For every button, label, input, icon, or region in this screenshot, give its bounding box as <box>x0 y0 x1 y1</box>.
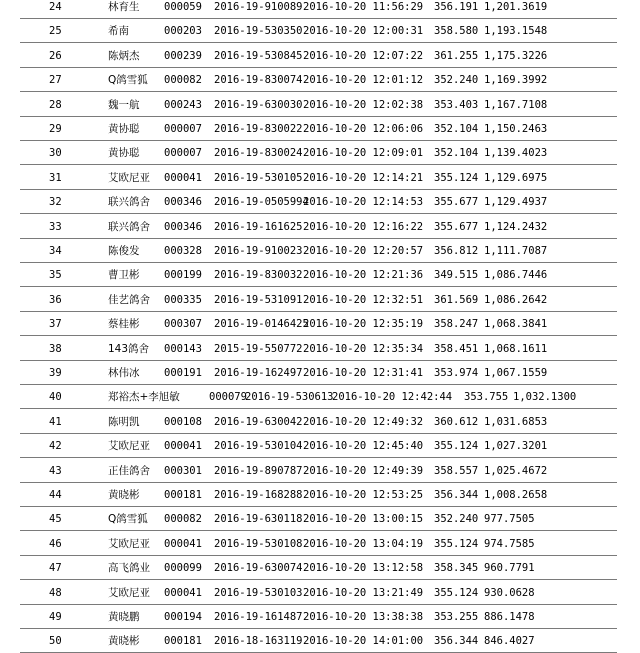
ring-number-cell: 2016-19-0146425 <box>214 318 309 331</box>
arrival-time-cell: 2016-10-20 13:38:38 <box>303 611 424 623</box>
score-cell: 977.7505 <box>484 513 535 526</box>
speed-cell: 352.104 <box>434 147 479 160</box>
score-cell: 1,169.3992 <box>484 74 548 87</box>
score-cell: 1,201.3619 <box>484 1 548 13</box>
rank-cell: 25 <box>49 25 62 38</box>
score-cell: 1,032.1300 <box>513 391 577 404</box>
name-cell: 黄晓彬 <box>108 489 140 501</box>
rank-cell: 32 <box>49 196 62 209</box>
member-id-cell: 000041 <box>164 171 202 184</box>
rank-cell: 28 <box>49 98 62 111</box>
ring-number-cell: 2016-18-163119 <box>214 635 303 648</box>
ring-number-cell: 2016-19-910023 <box>214 245 303 257</box>
table-row <box>0 459 640 483</box>
name-cell: 陈俊发 <box>108 245 140 257</box>
rank-cell: 30 <box>49 147 62 160</box>
rank-cell: 44 <box>49 489 62 501</box>
rank-cell: 49 <box>49 611 62 623</box>
rank-cell: 47 <box>49 562 62 575</box>
ring-number-cell: 2016-19-530103 <box>214 586 303 599</box>
member-id-cell: 000335 <box>164 293 202 306</box>
name-cell: 黄晓鹏 <box>108 611 140 623</box>
ring-number-cell: 2016-19-161487 <box>214 611 303 623</box>
score-cell: 960.7791 <box>484 562 535 575</box>
speed-cell: 352.104 <box>434 123 479 135</box>
name-cell: 曹卫彬 <box>108 269 140 282</box>
name-cell: 艾欧尼亚 <box>108 440 150 453</box>
score-cell: 1,025.4672 <box>484 464 548 477</box>
table-row <box>0 434 640 458</box>
table-row <box>0 361 640 385</box>
ring-number-cell: 2016-19-530350 <box>214 25 303 38</box>
name-cell: 艾欧尼亚 <box>108 586 150 599</box>
name-cell: 艾欧尼亚 <box>108 537 150 550</box>
arrival-time-cell: 2016-10-20 12:20:57 <box>303 245 424 257</box>
rank-cell: 36 <box>49 293 62 306</box>
arrival-time-cell: 2016-10-20 12:31:41 <box>303 367 424 379</box>
speed-cell: 360.612 <box>434 415 479 428</box>
table-row <box>0 337 640 361</box>
name-cell: 艾欧尼亚 <box>108 171 150 184</box>
ring-number-cell: 2016-19-0505994 <box>214 196 309 209</box>
arrival-time-cell: 2016-10-20 12:45:40 <box>303 440 424 453</box>
ring-number-cell: 2016-19-530108 <box>214 537 303 550</box>
table-row <box>0 312 640 336</box>
ring-number-cell: 2016-19-890787 <box>214 464 303 477</box>
arrival-time-cell: 2016-10-20 12:21:36 <box>303 269 424 282</box>
speed-cell: 352.240 <box>434 513 479 526</box>
name-cell: 林育生 <box>108 1 140 13</box>
name-cell: 陈炳杰 <box>108 49 140 62</box>
arrival-time-cell: 2016-10-20 12:01:12 <box>303 74 424 87</box>
name-cell: 希南 <box>108 25 129 38</box>
member-id-cell: 000143 <box>164 342 202 355</box>
table-row <box>0 263 640 287</box>
score-cell: 1,139.4023 <box>484 147 548 160</box>
score-cell: 1,150.2463 <box>484 123 548 135</box>
speed-cell: 349.515 <box>434 269 479 282</box>
rank-cell: 26 <box>49 49 62 62</box>
member-id-cell: 000108 <box>164 415 202 428</box>
member-id-cell: 000346 <box>164 220 202 233</box>
speed-cell: 358.247 <box>434 318 479 331</box>
rank-cell: 40 <box>49 391 62 404</box>
table-row <box>0 44 640 68</box>
name-cell: 联兴鸽舍 <box>108 196 150 209</box>
table-row <box>0 288 640 312</box>
arrival-time-cell: 2016-10-20 12:06:06 <box>303 123 424 135</box>
rank-cell: 24 <box>49 1 62 13</box>
member-id-cell: 000199 <box>164 269 202 282</box>
table-row <box>0 68 640 92</box>
rank-cell: 37 <box>49 318 62 331</box>
table-row <box>0 0 640 19</box>
ring-number-cell: 2016-19-630074 <box>214 562 303 575</box>
rank-cell: 48 <box>49 586 62 599</box>
ring-number-cell: 2016-19-630118 <box>214 513 303 526</box>
member-id-cell: 000301 <box>164 464 202 477</box>
speed-cell: 361.569 <box>434 293 479 306</box>
speed-cell: 353.403 <box>434 98 479 111</box>
rank-cell: 34 <box>49 245 62 257</box>
speed-cell: 355.124 <box>434 537 479 550</box>
speed-cell: 358.580 <box>434 25 479 38</box>
ring-number-cell: 2016-19-531091 <box>214 293 303 306</box>
ring-number-cell: 2016-19-162497 <box>214 367 303 379</box>
speed-cell: 358.451 <box>434 342 479 355</box>
speed-cell: 353.755 <box>464 391 509 404</box>
arrival-time-cell: 2016-10-20 12:35:19 <box>303 318 424 331</box>
score-cell: 1,111.7087 <box>484 245 548 257</box>
arrival-time-cell: 2016-10-20 12:53:25 <box>303 489 424 501</box>
name-cell: 高飞鸽业 <box>108 562 150 575</box>
name-cell: 黄协聪 <box>108 123 140 135</box>
arrival-time-cell: 2016-10-20 13:12:58 <box>303 562 424 575</box>
member-id-cell: 000203 <box>164 25 202 38</box>
table-row <box>0 532 640 556</box>
arrival-time-cell: 2016-10-20 12:42:44 <box>332 391 453 404</box>
arrival-time-cell: 2016-10-20 12:14:53 <box>303 196 424 209</box>
ring-number-cell: 2016-19-168288 <box>214 489 303 501</box>
speed-cell: 355.677 <box>434 220 479 233</box>
table-row <box>0 215 640 239</box>
score-cell: 1,167.7108 <box>484 98 548 111</box>
table-row <box>0 239 640 263</box>
rank-cell: 35 <box>49 269 62 282</box>
speed-cell: 355.124 <box>434 586 479 599</box>
ring-number-cell: 2016-19-830074 <box>214 74 303 87</box>
member-id-cell: 000243 <box>164 98 202 111</box>
score-cell: 1,086.2642 <box>484 293 548 306</box>
speed-cell: 356.344 <box>434 635 479 648</box>
table-row <box>0 507 640 531</box>
member-id-cell: 000082 <box>164 74 202 87</box>
table-row <box>0 556 640 580</box>
arrival-time-cell: 2016-10-20 13:21:49 <box>303 586 424 599</box>
rank-cell: 45 <box>49 513 62 526</box>
name-cell: 陈明凯 <box>108 415 140 428</box>
ring-number-cell: 2016-19-830032 <box>214 269 303 282</box>
name-cell: 143鸽舍 <box>108 342 150 355</box>
arrival-time-cell: 2016-10-20 13:00:15 <box>303 513 424 526</box>
speed-cell: 361.255 <box>434 49 479 62</box>
arrival-time-cell: 2016-10-20 12:49:32 <box>303 415 424 428</box>
member-id-cell: 000307 <box>164 318 202 331</box>
table-row <box>0 605 640 629</box>
ring-number-cell: 2016-19-530845 <box>214 49 303 62</box>
rank-cell: 42 <box>49 440 62 453</box>
rank-cell: 33 <box>49 220 62 233</box>
arrival-time-cell: 2016-10-20 12:16:22 <box>303 220 424 233</box>
name-cell: 联兴鸽舍 <box>108 220 150 233</box>
arrival-time-cell: 2016-10-20 12:07:22 <box>303 49 424 62</box>
member-id-cell: 000059 <box>164 1 202 13</box>
name-cell: 蔡桂彬 <box>108 318 140 331</box>
member-id-cell: 000082 <box>164 513 202 526</box>
arrival-time-cell: 2016-10-20 12:02:38 <box>303 98 424 111</box>
member-id-cell: 000041 <box>164 537 202 550</box>
table-row <box>0 93 640 117</box>
speed-cell: 352.240 <box>434 74 479 87</box>
member-id-cell: 000239 <box>164 49 202 62</box>
score-cell: 1,124.2432 <box>484 220 548 233</box>
table-row <box>0 19 640 43</box>
rank-cell: 38 <box>49 342 62 355</box>
ring-number-cell: 2016-19-910089 <box>214 1 303 13</box>
member-id-cell: 000079 <box>209 391 247 404</box>
table-row <box>0 410 640 434</box>
ring-number-cell: 2016-19-530613 <box>245 391 334 404</box>
rank-cell: 39 <box>49 367 62 379</box>
arrival-time-cell: 2016-10-20 12:35:34 <box>303 342 424 355</box>
table-row <box>0 629 640 653</box>
speed-cell: 353.255 <box>434 611 479 623</box>
score-cell: 1,027.3201 <box>484 440 548 453</box>
member-id-cell: 000099 <box>164 562 202 575</box>
speed-cell: 356.812 <box>434 245 479 257</box>
score-cell: 1,068.1611 <box>484 342 548 355</box>
table-row <box>0 117 640 141</box>
member-id-cell: 000191 <box>164 367 202 379</box>
score-cell: 1,067.1559 <box>484 367 548 379</box>
member-id-cell: 000194 <box>164 611 202 623</box>
ring-number-cell: 2016-19-161625 <box>214 220 303 233</box>
member-id-cell: 000007 <box>164 147 202 160</box>
name-cell: 林伟冰 <box>108 367 140 379</box>
member-id-cell: 000181 <box>164 635 202 648</box>
member-id-cell: 000041 <box>164 586 202 599</box>
speed-cell: 358.345 <box>434 562 479 575</box>
speed-cell: 355.124 <box>434 171 479 184</box>
member-id-cell: 000007 <box>164 123 202 135</box>
score-cell: 1,129.6975 <box>484 171 548 184</box>
arrival-time-cell: 2016-10-20 13:04:19 <box>303 537 424 550</box>
score-cell: 1,129.4937 <box>484 196 548 209</box>
speed-cell: 353.974 <box>434 367 479 379</box>
arrival-time-cell: 2016-10-20 11:56:29 <box>303 1 424 13</box>
name-cell: 黄协聪 <box>108 147 140 160</box>
ring-number-cell: 2016-19-630042 <box>214 415 303 428</box>
score-cell: 974.7585 <box>484 537 535 550</box>
rank-cell: 46 <box>49 537 62 550</box>
score-cell: 1,086.7446 <box>484 269 548 282</box>
score-cell: 1,008.2658 <box>484 489 548 501</box>
member-id-cell: 000346 <box>164 196 202 209</box>
table-row <box>0 141 640 165</box>
member-id-cell: 000181 <box>164 489 202 501</box>
score-cell: 1,031.6853 <box>484 415 548 428</box>
arrival-time-cell: 2016-10-20 12:00:31 <box>303 25 424 38</box>
name-cell: 黄晓彬 <box>108 635 140 648</box>
name-cell: 正佳鸽舍 <box>108 464 150 477</box>
score-cell: 886.1478 <box>484 611 535 623</box>
name-cell: 佳艺鸽舍 <box>108 293 150 306</box>
ring-number-cell: 2016-19-630030 <box>214 98 303 111</box>
ring-number-cell: 2015-19-550772 <box>214 342 303 355</box>
rank-cell: 29 <box>49 123 62 135</box>
rank-cell: 50 <box>49 635 62 648</box>
name-cell: 郑裕杰+李旭敏 <box>108 391 180 404</box>
rank-cell: 41 <box>49 415 62 428</box>
speed-cell: 355.677 <box>434 196 479 209</box>
ring-number-cell: 2016-19-530104 <box>214 440 303 453</box>
ring-number-cell: 2016-19-830022 <box>214 123 303 135</box>
arrival-time-cell: 2016-10-20 12:14:21 <box>303 171 424 184</box>
ring-number-cell: 2016-19-830024 <box>214 147 303 160</box>
name-cell: Q鸽雪狐 <box>108 513 148 526</box>
speed-cell: 355.124 <box>434 440 479 453</box>
arrival-time-cell: 2016-10-20 12:32:51 <box>303 293 424 306</box>
name-cell: 魏一航 <box>108 98 140 111</box>
member-id-cell: 000328 <box>164 245 202 257</box>
score-cell: 846.4027 <box>484 635 535 648</box>
ring-number-cell: 2016-19-530105 <box>214 171 303 184</box>
arrival-time-cell: 2016-10-20 12:49:39 <box>303 464 424 477</box>
speed-cell: 358.557 <box>434 464 479 477</box>
table-row <box>0 166 640 190</box>
rank-cell: 43 <box>49 464 62 477</box>
name-cell: Q鸽雪狐 <box>108 74 148 87</box>
score-cell: 1,193.1548 <box>484 25 548 38</box>
arrival-time-cell: 2016-10-20 12:09:01 <box>303 147 424 160</box>
table-row <box>0 581 640 605</box>
rank-cell: 31 <box>49 171 62 184</box>
arrival-time-cell: 2016-10-20 14:01:00 <box>303 635 424 648</box>
speed-cell: 356.191 <box>434 1 479 13</box>
member-id-cell: 000041 <box>164 440 202 453</box>
table-row <box>0 385 640 409</box>
table-row <box>0 483 640 507</box>
table-row <box>0 190 640 214</box>
rank-cell: 27 <box>49 74 62 87</box>
speed-cell: 356.344 <box>434 489 479 501</box>
score-cell: 1,068.3841 <box>484 318 548 331</box>
score-cell: 1,175.3226 <box>484 49 548 62</box>
score-cell: 930.0628 <box>484 586 535 599</box>
